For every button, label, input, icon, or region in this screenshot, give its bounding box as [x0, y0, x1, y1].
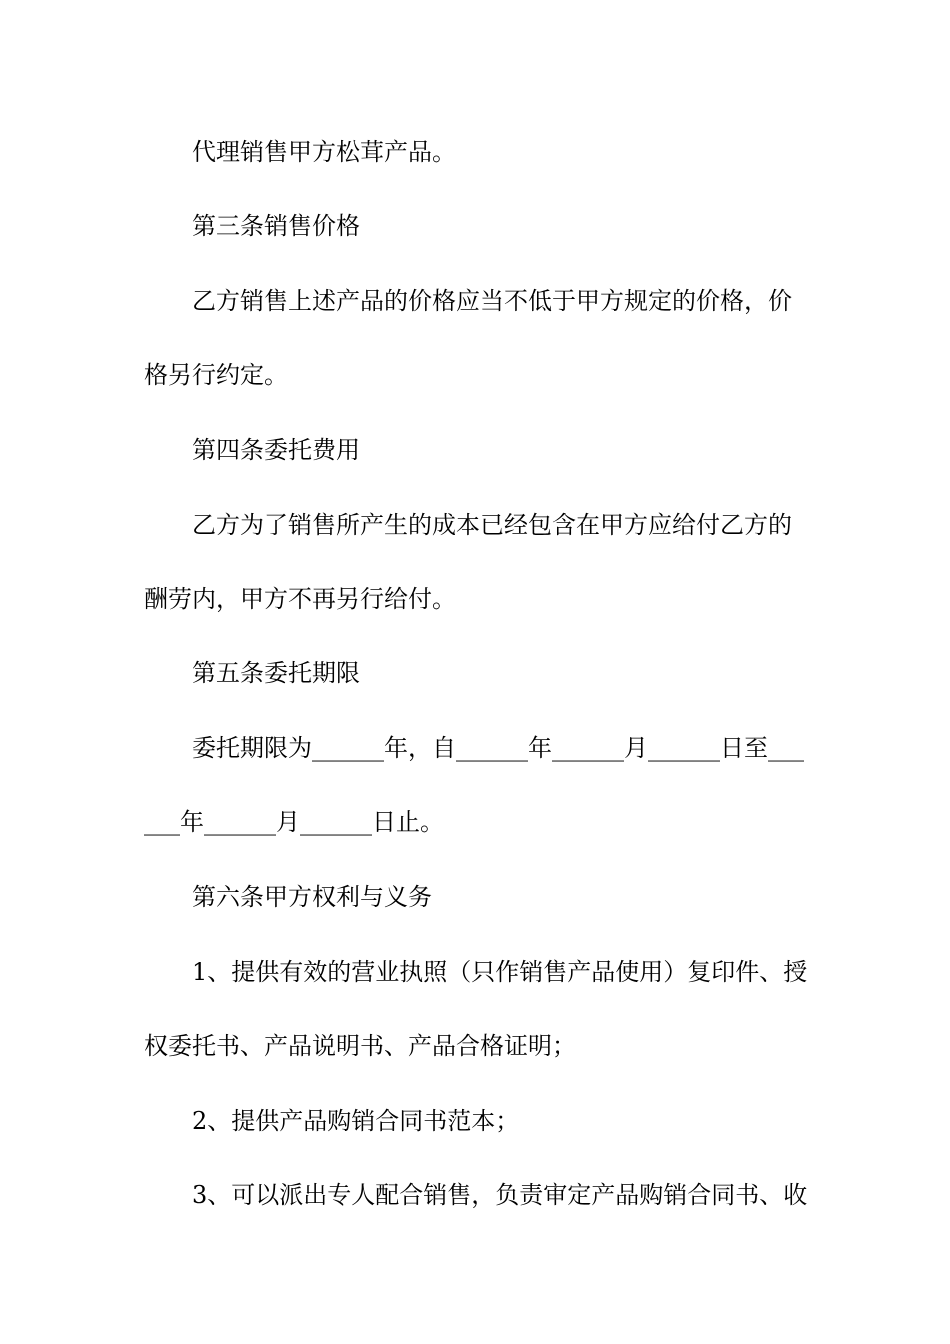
list-item: 2、提供产品购销合同书范本；: [192, 1107, 520, 1135]
paragraph-line: ___年______月______日止。: [144, 808, 444, 836]
paragraph-line: 格另行约定。: [144, 361, 288, 389]
paragraph-line: 乙方为了销售所产生的成本已经包含在甲方应给付乙方的: [192, 511, 792, 539]
section-heading: 第四条委托费用: [192, 436, 360, 464]
paragraph-line: 委托期限为______年，自______年______月______日至___: [192, 734, 804, 762]
list-item: 1、提供有效的营业执照（只作销售产品使用）复印件、授: [192, 958, 808, 986]
section-heading: 第三条销售价格: [192, 212, 360, 240]
section-heading: 第六条甲方权利与义务: [192, 883, 432, 911]
paragraph-line: 权委托书、产品说明书、产品合格证明；: [144, 1032, 576, 1060]
paragraph-line: 代理销售甲方松茸产品。: [192, 138, 456, 166]
paragraph-line: 酬劳内，甲方不再另行给付。: [144, 585, 456, 613]
paragraph-line: 乙方销售上述产品的价格应当不低于甲方规定的价格，价: [192, 287, 792, 315]
section-heading: 第五条委托期限: [192, 659, 360, 687]
list-item: 3、可以派出专人配合销售，负责审定产品购销合同书、收: [192, 1181, 808, 1209]
